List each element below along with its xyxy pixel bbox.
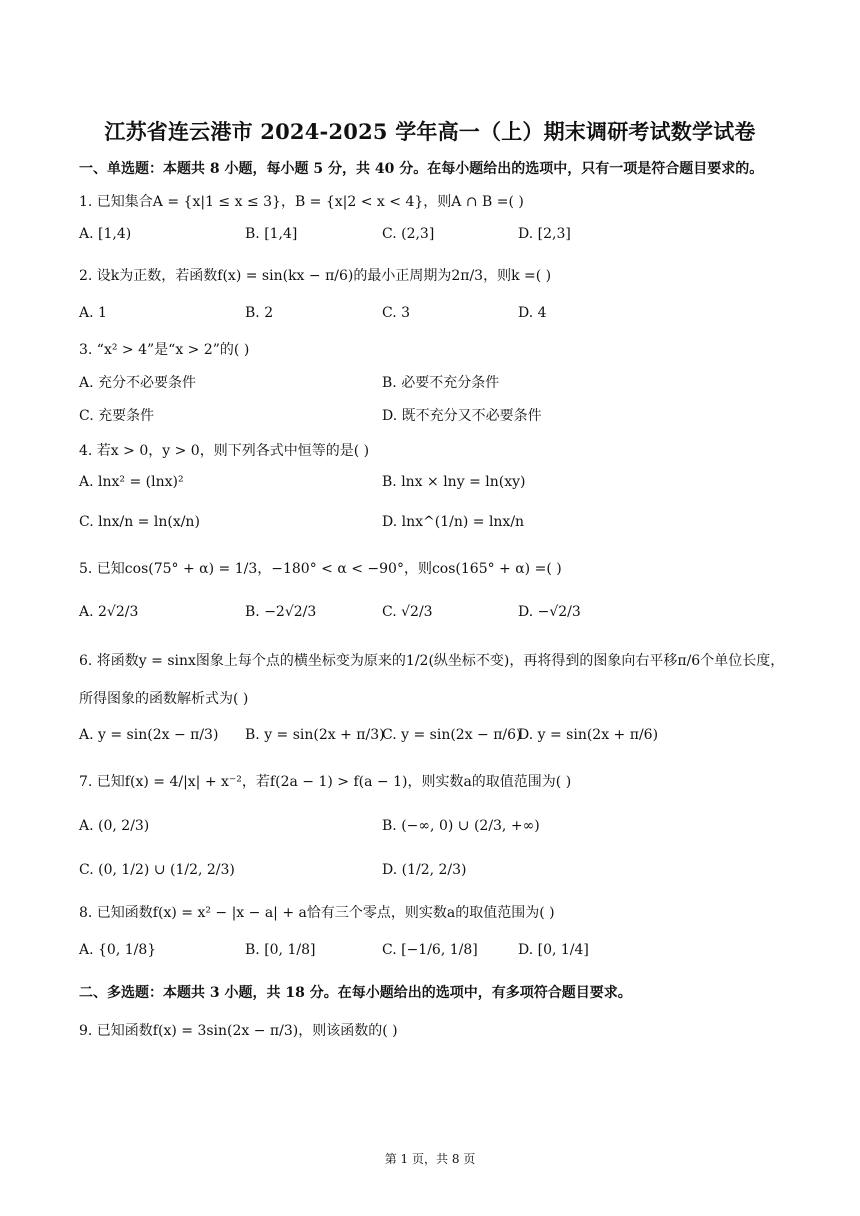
question-8-option-a: A. {0, 1/8}	[79, 942, 157, 958]
question-1-stem: 1. 已知集合A = {x|1 ≤ x ≤ 3}，B = {x|2 < x < 4}，则A ∩ B =( )	[79, 194, 524, 210]
question-6-stem-continued: 所得图象的函数解析式为( )	[79, 691, 249, 707]
question-2-stem: 2. 设k为正数，若函数f(x) = sin(kx − π/6)的最小正周期为2π/3，则k =( )	[79, 268, 552, 284]
question-2-option-c: C. 3	[382, 305, 411, 321]
question-5-option-d: D. −√2/3	[518, 604, 581, 620]
section-single-choice-heading: 一、单选题：本题共 8 小题，每小题 5 分，共 40 分。在每小题给出的选项中，只有一项是符合题目要求的。	[79, 161, 764, 177]
page-title: 江苏省连云港市 2024-2025 学年高一（上）期末调研考试数学试卷	[104, 119, 756, 144]
question-1-option-a: A. [1,4)	[79, 226, 132, 242]
question-8-option-c: C. [−1/6, 1/8]	[382, 942, 478, 958]
question-7-option-b: B. (−∞, 0) ∪ (2/3, +∞)	[382, 818, 540, 834]
question-4-option-b: B. lnx × lny = ln(xy)	[382, 474, 526, 490]
question-3-option-b: B. 必要不充分条件	[382, 375, 500, 391]
question-5-option-b: B. −2√2/3	[245, 604, 317, 620]
question-4-option-c: C. lnx/n = ln(x/n)	[79, 514, 200, 530]
question-7-option-c: C. (0, 1/2) ∪ (1/2, 2/3)	[79, 862, 235, 878]
question-7-option-a: A. (0, 2/3)	[79, 818, 150, 834]
question-6-option-a: A. y = sin(2x − π/3)	[79, 727, 219, 743]
section-multiple-choice-heading: 二、多选题：本题共 3 小题，共 18 分。在每小题给出的选项中，有多项符合题目要求。	[79, 985, 632, 1001]
question-1-option-d: D. [2,3]	[518, 226, 571, 242]
question-2-option-a: A. 1	[79, 305, 107, 321]
question-3-option-c: C. 充要条件	[79, 408, 155, 424]
question-3-option-a: A. 充分不必要条件	[79, 375, 197, 391]
question-7-stem: 7. 已知f(x) = 4/|x| + x⁻²，若f(2a − 1) > f(a − 1)，则实数a的取值范围为( )	[79, 774, 572, 790]
question-1-option-b: B. [1,4]	[245, 226, 298, 242]
question-2-option-b: B. 2	[245, 305, 274, 321]
question-3-stem: 3. “x² > 4”是“x > 2”的( )	[79, 342, 250, 358]
question-4-option-d: D. lnx^(1/n) = lnx/n	[382, 514, 525, 530]
question-4-option-a: A. lnx² = (lnx)²	[79, 474, 184, 490]
question-5-stem: 5. 已知cos(75° + α) = 1/3，−180° < α < −90°，则cos(165° + α) =( )	[79, 561, 562, 577]
question-9-stem: 9. 已知函数f(x) = 3sin(2x − π/3)，则该函数的( )	[79, 1023, 398, 1039]
question-5-option-a: A. 2√2/3	[79, 604, 139, 620]
page-footer: 第 1 页，共 8 页	[384, 1152, 476, 1166]
question-6-option-d: D. y = sin(2x + π/6)	[518, 727, 659, 743]
question-3-option-d: D. 既不充分又不必要条件	[382, 408, 542, 424]
question-6-stem: 6. 将函数y = sinx图象上每个点的横坐标变为原来的1/2(纵坐标不变)，再将得到的图象向右平移π/6个单位长度，	[79, 653, 785, 669]
question-8-option-d: D. [0, 1/4]	[518, 942, 589, 958]
question-6-option-b: B. y = sin(2x + π/3)	[245, 727, 385, 743]
question-8-option-b: B. [0, 1/8]	[245, 942, 316, 958]
question-5-option-c: C. √2/3	[382, 604, 433, 620]
question-2-option-d: D. 4	[518, 305, 547, 321]
question-7-option-d: D. (1/2, 2/3)	[382, 862, 467, 878]
question-4-stem: 4. 若x > 0，y > 0，则下列各式中恒等的是( )	[79, 443, 370, 459]
question-6-option-c: C. y = sin(2x − π/6)	[382, 727, 522, 743]
question-8-stem: 8. 已知函数f(x) = x² − |x − a| + a恰有三个零点，则实数a的取值范围为( )	[79, 905, 555, 921]
question-1-option-c: C. (2,3]	[382, 226, 435, 242]
